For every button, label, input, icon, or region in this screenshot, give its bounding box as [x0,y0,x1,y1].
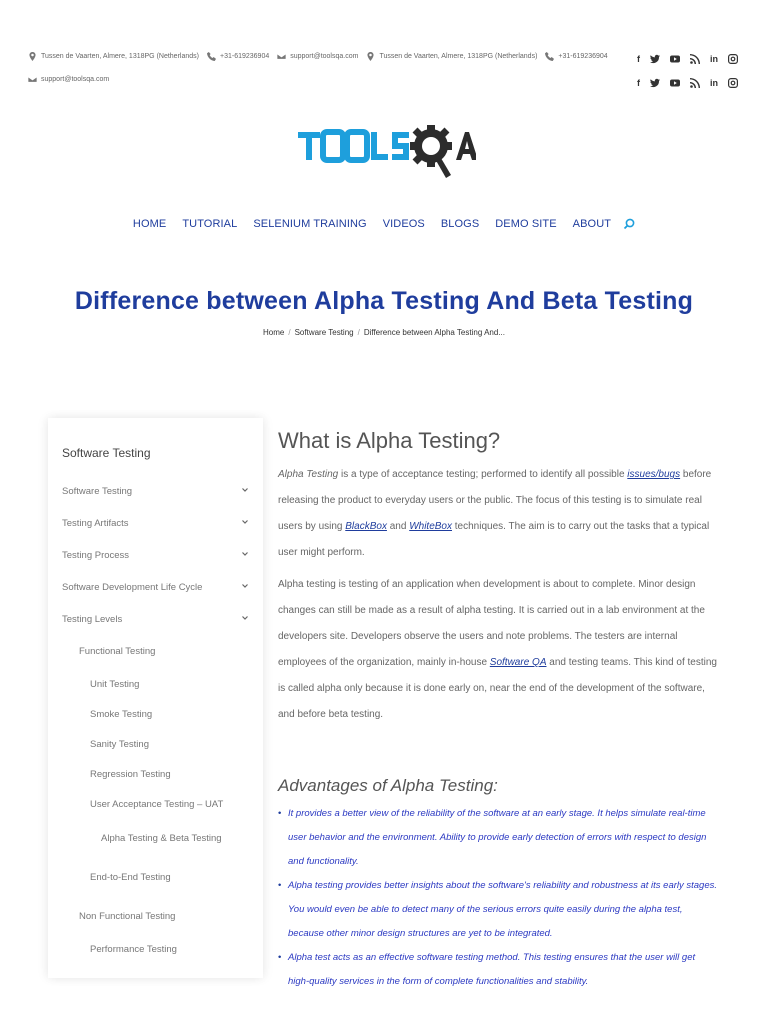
location-pin-icon [366,52,375,61]
nav-item-tutorial[interactable]: TUTORIAL [182,218,238,230]
rss-icon[interactable] [690,54,700,64]
instagram-icon[interactable] [728,54,738,64]
mail-icon [28,75,37,84]
chevron-down-icon[interactable] [241,614,249,622]
nav-item-videos[interactable]: VIDEOS [382,218,425,230]
sidebar-item-label: Smoke Testing [90,709,153,720]
text-span: is a type of acceptance testing; performed to identify all possible [338,469,628,480]
breadcrumb-software-testing[interactable]: Software Testing [294,328,354,337]
sidebar-item-label: Non Functional Testing [79,911,176,922]
sidebar [48,418,263,978]
sidebar-item-sanity-testing[interactable] [90,739,249,750]
issues-bugs-link[interactable]: issues/bugs [627,469,681,480]
facebook-icon[interactable]: f [637,78,640,88]
sidebar-item-label: End-to-End Testing [90,872,171,883]
email-text: support@toolsqa.com [41,76,110,83]
sidebar-item-label: User Acceptance Testing – UAT [90,799,224,810]
article-content [278,428,718,994]
phone-item[interactable] [207,52,269,61]
twitter-icon[interactable] [650,54,660,64]
email-item[interactable] [277,52,358,61]
chevron-down-icon[interactable] [241,550,249,558]
sidebar-item-functional-testing[interactable] [79,646,249,657]
phone-icon [207,52,216,61]
phone-text: +31-619236904 [219,53,270,60]
nav-item-selenium-training[interactable]: SELENIUM TRAINING [253,218,367,230]
sidebar-item-label: Regression Testing [90,769,171,780]
text-span: and [386,521,410,532]
nav-item-home[interactable]: HOME [132,218,167,230]
twitter-icon[interactable] [650,78,660,88]
sidebar-item-unit-testing[interactable] [90,679,249,690]
sidebar-item-software-testing[interactable] [62,486,249,497]
breadcrumb-current: Difference between Alpha Testing And... [363,328,505,337]
chevron-down-icon[interactable] [241,486,249,494]
list-item: • It provides a better view of the reliability of the software at an early stage. It helps simulate real-time user behavior and the environment. Ability to provide early detection of errors with respect to design and functionality. [278,802,718,874]
sidebar-item-label: Alpha Testing & Beta Testing [101,833,222,844]
address-item [28,52,199,61]
sidebar-item-uat[interactable] [90,799,249,810]
social-links [637,52,738,100]
sidebar-item-end-to-end-testing[interactable] [90,872,249,883]
linkedin-icon[interactable]: in [710,78,718,88]
advantages-heading: Advantages of Alpha Testing: [278,776,498,795]
sidebar-item-regression-testing[interactable] [90,769,249,780]
main-nav [0,218,768,230]
sidebar-item-label: Testing Artifacts [62,518,129,529]
whitebox-link[interactable]: WhiteBox [409,521,452,532]
section-heading: What is Alpha Testing? [278,428,501,453]
sidebar-item-label: Functional Testing [79,646,156,657]
address-text: Tussen de Vaarten, Almere, 1318PG (Netherlands) [379,53,538,60]
breadcrumb-separator: / [357,328,360,337]
text-span: Alpha testing is testing of an application when development is about to complete. Minor design changes can still be made as a result of alpha testing. It is carried out in a lab environment at the developers site. Developers observe the users and note problems. The testers are internal employees of the organization, mainly in-house [278,579,705,668]
alpha-description-paragraph [278,572,718,728]
sidebar-item-testing-process[interactable] [62,550,249,561]
software-qa-link[interactable]: Software QA [489,657,547,668]
sidebar-item-performance-testing[interactable] [90,944,249,955]
instagram-icon[interactable] [728,78,738,88]
nav-item-blogs[interactable]: BLOGS [440,218,480,230]
sidebar-item-testing-artifacts[interactable] [62,518,249,529]
nav-item-about[interactable]: ABOUT [572,218,612,230]
linkedin-icon[interactable]: in [710,54,718,64]
text-span: techniques. The aim is to carry out the tasks that a typical user might perform. [278,521,710,558]
sidebar-item-label: Software Development Life Cycle [62,582,203,593]
sidebar-item-label: Unit Testing [90,679,140,690]
sidebar-item-label: Performance Testing [90,944,177,955]
youtube-icon[interactable] [670,78,680,88]
chevron-down-icon[interactable] [241,582,249,590]
search-icon[interactable] [623,218,635,230]
sidebar-item-non-functional-testing[interactable] [79,911,249,922]
breadcrumb [0,328,768,337]
text-span: and testing teams. This kind of testing is called alpha only because it is done early on, near the end of the development of the software, and before beta testing. [278,657,717,720]
breadcrumb-separator: / [288,328,291,337]
sidebar-item-label: Testing Process [62,550,130,561]
rss-icon[interactable] [690,78,700,88]
location-pin-icon [28,52,37,61]
sidebar-item-label: Software Testing [62,486,133,497]
sidebar-item-alpha-beta-testing[interactable] [101,833,249,844]
sidebar-item-testing-levels[interactable] [62,614,249,625]
sidebar-item-label: Testing Levels [62,614,123,625]
email-item[interactable] [28,75,109,84]
mail-icon [277,52,286,61]
nav-item-demo-site[interactable]: DEMO SITE [495,218,557,230]
text-span: before releasing the product to everyday users or the public. The focus of this testing is to simulate real users by using [278,469,712,532]
alpha-testing-term: Alpha Testing [278,469,339,480]
youtube-icon[interactable] [670,54,680,64]
list-item: • Alpha test acts as an effective software testing method. This testing ensures that the user will get high-quality services in the form of complete functionalities and stability. [278,946,718,994]
toolsqa-logo[interactable] [296,118,476,188]
address-text: Tussen de Vaarten, Almere, 1318PG (Netherlands) [41,53,199,60]
phone-icon [545,52,554,61]
contact-bar [28,52,648,98]
sidebar-title: Software Testing [62,446,151,460]
phone-text: +31-619236904 [558,53,608,60]
blackbox-link[interactable]: BlackBox [345,521,387,532]
sidebar-item-label: Sanity Testing [90,739,149,750]
facebook-icon[interactable]: f [637,54,640,64]
advantages-list [278,802,718,994]
intro-paragraph [278,462,718,566]
chevron-down-icon[interactable] [241,518,249,526]
sidebar-item-sdlc[interactable] [62,582,249,593]
sidebar-item-smoke-testing[interactable] [90,709,249,720]
page-title: Difference between Alpha Testing And Beta Testing [74,287,694,315]
address-item [366,52,537,61]
email-text: support@toolsqa.com [290,53,359,60]
breadcrumb-home[interactable]: Home [263,328,285,337]
list-item: • Alpha testing provides better insights about the software's reliability and robustness at its early stages. You would even be able to detect many of the serious errors quite easily during the alpha test, because other minor design structures are yet to be integrated. [278,874,718,946]
phone-item[interactable] [545,52,607,61]
